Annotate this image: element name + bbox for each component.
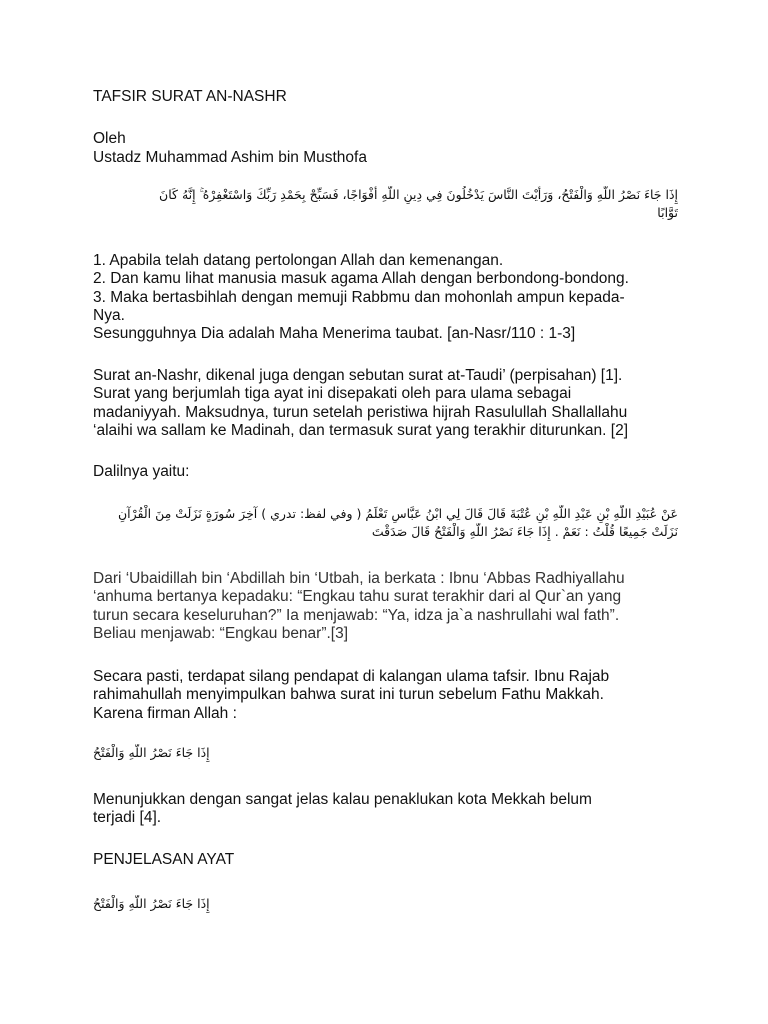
- intro-paragraph: [93, 367, 628, 440]
- hadith-translation-line: Dari ‘Ubaidillah bin ‘Abdillah bin ‘Utbah, ia berkata : Ibnu ‘Abbas Radhiyallahu: [93, 570, 625, 587]
- dalil-heading: Dalilnya yaitu:: [93, 463, 190, 480]
- ibnu-rajab-line: Karena firman Allah :: [93, 704, 237, 722]
- intro-line: Surat an-Nashr, dikenal juga dengan sebutan surat at-Taudi’ (perpisahan) [1].: [93, 367, 623, 384]
- verse-arabic-1: إِذَا جَاءَ نَصْرُ اللَّهِ وَالْفَتْحُ: [93, 745, 210, 760]
- surah-arabic-line-2: تَوَّابًا: [657, 205, 678, 220]
- surah-arabic: [93, 186, 678, 222]
- author-name: Ustadz Muhammad Ashim bin Musthofa: [93, 149, 367, 166]
- penjelasan-heading: PENJELASAN AYAT: [93, 851, 235, 868]
- hadith-arabic-line-1: عَنْ عُبَيْدِ اللَّهِ بْنِ عَبْدِ اللَّهِ بْنِ عُتْبَةَ قَالَ قَالَ لِي ابْنُ عَبَّاسٍ تَعْلَمُ ( وفي لفظ: تدري ) آخِرَ سُورَةٍ نَزَلَتْ مِنَ الْقُرْآنِ: [117, 506, 678, 521]
- ibnu-rajab-paragraph: [93, 668, 609, 723]
- hadith-arabic: [93, 505, 678, 541]
- surah-arabic-line-1: إِذَا جَاءَ نَصْرُ اللَّهِ وَالْفَتْحُ، وَرَأَيْتَ النَّاسَ يَدْخُلُونَ فِي دِينِ اللَّهِ أَفْوَاجًا، فَسَبِّحْ بِحَمْدِ رَبِّكَ وَاسْتَغْفِرْهُ ۚ إِنَّهُ كَانَ: [159, 187, 678, 202]
- hadith-translation: [93, 570, 625, 643]
- document-title: TAFSIR SURAT AN-NASHR: [93, 88, 287, 105]
- intro-line: ‘alaihi wa sallam ke Madinah, dan termasuk surat yang terakhir diturunkan. [2]: [93, 421, 629, 439]
- intro-line: madaniyyah. Maksudnya, turun setelah peristiwa hijrah Rasulullah Shallallahu: [93, 403, 628, 421]
- intro-line: Surat yang berjumlah tiga ayat ini disepakati oleh para ulama sebagai: [93, 385, 572, 403]
- verse-arabic-2-wrap: [93, 895, 210, 918]
- conclusion-line: terjadi [4].: [93, 809, 162, 827]
- translation-line: 2. Dan kamu lihat manusia masuk agama Allah dengan berbondong-bondong.: [93, 270, 629, 288]
- surah-translation: [93, 252, 629, 343]
- translation-line: 1. Apabila telah datang pertolongan Allah dan kemenangan.: [93, 252, 504, 269]
- hadith-translation-line: ‘anhuma bertanya kepadaku: “Engkau tahu surat terakhir dari al Qur`an yang: [93, 588, 622, 606]
- hadith-translation-line: turun secara keseluruhan?” Ia menjawab: “Ya, idza ja`a nashrullahi wal fath”.: [93, 606, 620, 624]
- hadith-arabic-line-2: نَزَلَتْ جَمِيعًا قُلْتُ : نَعَمْ . إِذَا جَاءَ نَصْرُ اللَّهِ وَالْفَتْحُ قَالَ صَدَقْتَ: [371, 524, 678, 539]
- ibnu-rajab-line: rahimahullah menyimpulkan bahwa surat ini turun sebelum Fathu Makkah.: [93, 686, 604, 704]
- verse-arabic-1-wrap: [93, 744, 210, 767]
- conclusion-line: Menunjukkan dengan sangat jelas kalau penaklukan kota Mekkah belum: [93, 791, 592, 808]
- translation-line: Sesungguhnya Dia adalah Maha Menerima taubat. [an-Nasr/110 : 1-3]: [93, 325, 576, 343]
- translation-line: 3. Maka bertasbihlah dengan memuji Rabbmu dan mohonlah ampun kepada-: [93, 288, 625, 306]
- conclusion-paragraph: [93, 791, 592, 828]
- ibnu-rajab-line: Secara pasti, terdapat silang pendapat di kalangan ulama tafsir. Ibnu Rajab: [93, 668, 610, 685]
- translation-line: Nya.: [93, 306, 125, 324]
- hadith-translation-line: Beliau menjawab: “Engkau benar”.[3]: [93, 624, 349, 642]
- verse-arabic-2: إِذَا جَاءَ نَصْرُ اللَّهِ وَالْفَتْحُ: [93, 896, 210, 911]
- author-label: Oleh: [93, 130, 126, 147]
